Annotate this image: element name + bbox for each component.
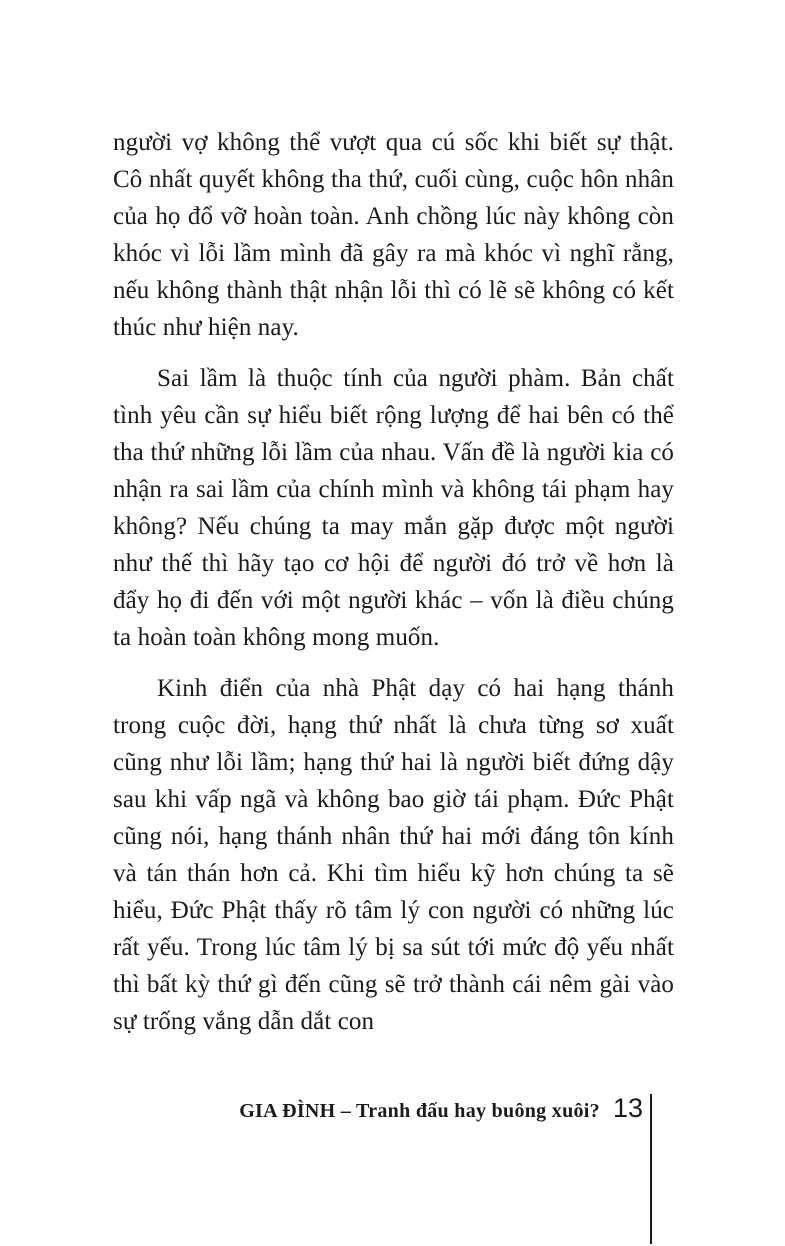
book-paragraph: người vợ không thể vượt qua cú sốc khi biết sự thật. Cô nhất quyết không tha thứ, cuối cùng, cuộc hôn nhân của họ đổ vỡ hoàn toàn. Anh chồng lúc này không còn khóc vì lỗi lầm mình đã gây ra mà khóc vì nghĩ rằng, nếu không thành thật nhận lỗi thì có lẽ sẽ không có kết thúc như hiện nay. bbox=[113, 129, 674, 341]
book-paragraph: Sai lầm là thuộc tính của người phàm. Bản chất tình yêu cần sự hiểu biết rộng lượng để hai bên có thể tha thứ những lỗi lầm của nhau. Vấn đề là người kia có nhận ra sai lầm của chính mình và không tái phạm hay không? Nếu chúng ta may mắn gặp được một người như thế thì hãy tạo cơ hội để người đó trở về hơn là đẩy họ đi đến với một người khác – vốn là điều chúng ta hoàn toàn không mong muốn. bbox=[113, 365, 674, 651]
page-number: 13 bbox=[612, 1093, 643, 1123]
body-text-block bbox=[113, 124, 674, 1040]
book-paragraph: Kinh điển của nhà Phật dạy có hai hạng thánh trong cuộc đời, hạng thứ nhất là chưa từng sơ xuất cũng như lỗi lầm; hạng thứ hai là người biết đứng dậy sau khi vấp ngã và không bao giờ tái phạm. Đức Phật cũng nói, hạng thánh nhân thứ hai mới đáng tôn kính và tán thán hơn cả. Khi tìm hiểu kỹ hơn chúng ta sẽ hiểu, Đức Phật thấy rõ tâm lý con người có những lúc rất yếu. Trong lúc tâm lý bị sa sút tới mức độ yếu nhất thì bất kỳ thứ gì đến cũng sẽ trở thành cái nêm gài vào sự trống vắng dẫn dắt con bbox=[113, 675, 674, 1035]
edge-rule-divider bbox=[650, 1094, 652, 1244]
running-title: GIA ĐÌNH – Tranh đấu hay buông xuôi? bbox=[239, 1100, 600, 1122]
page-footer bbox=[113, 1093, 650, 1124]
